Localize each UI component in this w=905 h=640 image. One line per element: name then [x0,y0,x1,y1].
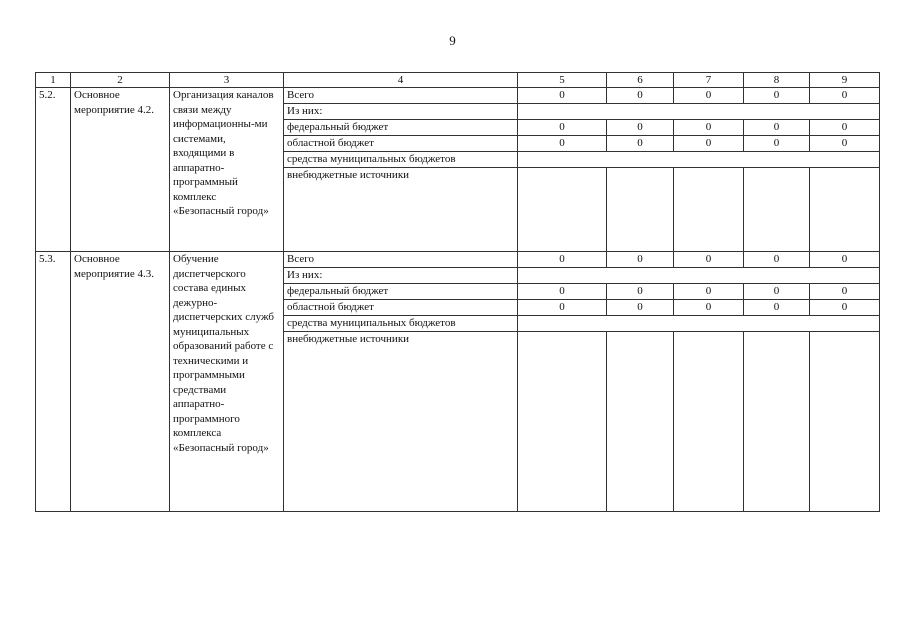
funding-label: Всего [284,88,518,104]
column-header: 7 [674,73,744,88]
value-cell: 0 [744,300,810,316]
value-cell: 0 [518,136,607,152]
value-cell: 0 [518,284,607,300]
empty-cell [518,332,607,512]
funding-label: Всего [284,252,518,268]
table-row [36,252,880,268]
empty-cell [518,168,607,252]
funding-label: областной бюджет [284,300,518,316]
value-cell: 0 [810,88,880,104]
value-cell: 0 [810,136,880,152]
empty-cell [518,152,880,168]
value-cell: 0 [810,252,880,268]
value-cell: 0 [744,88,810,104]
value-cell: 0 [744,284,810,300]
event-description: Организация каналов связи между информационны-ми системами, входящими в аппаратно-программный комплекс «Безопасный город» [170,88,284,252]
funding-label: внебюджетные источники [284,168,518,252]
event-name: Основное мероприятие 4.3. [71,252,170,512]
value-cell: 0 [674,136,744,152]
empty-cell [607,168,674,252]
column-header: 1 [36,73,71,88]
budget-table [35,72,880,512]
value-cell: 0 [607,136,674,152]
item-code: 5.3. [36,252,71,512]
empty-cell [744,168,810,252]
value-cell: 0 [810,300,880,316]
empty-cell [674,332,744,512]
value-cell: 0 [810,284,880,300]
funding-label: средства муниципальных бюджетов [284,316,518,332]
empty-cell [607,332,674,512]
value-cell: 0 [518,300,607,316]
value-cell: 0 [744,136,810,152]
event-description: Обучение диспетчерского состава единых дежурно-диспетчерских служб муниципальных образований работе с техническими и программными средствами аппаратно-программного комплекса «Безопасный город» [170,252,284,512]
empty-cell [518,268,880,284]
funding-label: Из них: [284,104,518,120]
funding-label: федеральный бюджет [284,284,518,300]
value-cell: 0 [607,252,674,268]
column-header: 5 [518,73,607,88]
value-cell: 0 [674,88,744,104]
funding-label: средства муниципальных бюджетов [284,152,518,168]
empty-cell [674,168,744,252]
value-cell: 0 [607,284,674,300]
value-cell: 0 [607,300,674,316]
table-row [36,88,880,104]
value-cell: 0 [518,88,607,104]
value-cell: 0 [607,88,674,104]
column-header: 9 [810,73,880,88]
value-cell: 0 [674,252,744,268]
header-row [36,73,880,88]
funding-label: областной бюджет [284,136,518,152]
funding-label: федеральный бюджет [284,120,518,136]
column-header: 8 [744,73,810,88]
empty-cell [518,316,880,332]
value-cell: 0 [518,252,607,268]
column-header: 2 [71,73,170,88]
funding-label: внебюджетные источники [284,332,518,512]
value-cell: 0 [518,120,607,136]
empty-cell [744,332,810,512]
value-cell: 0 [674,300,744,316]
column-header: 6 [607,73,674,88]
value-cell: 0 [674,120,744,136]
value-cell: 0 [744,252,810,268]
value-cell: 0 [810,120,880,136]
value-cell: 0 [674,284,744,300]
value-cell: 0 [607,120,674,136]
empty-cell [810,332,880,512]
event-name: Основное мероприятие 4.2. [71,88,170,252]
empty-cell [518,104,880,120]
empty-cell [810,168,880,252]
page-number: 9 [449,33,456,48]
column-header: 4 [284,73,518,88]
value-cell: 0 [744,120,810,136]
funding-label: Из них: [284,268,518,284]
item-code: 5.2. [36,88,71,252]
column-header: 3 [170,73,284,88]
